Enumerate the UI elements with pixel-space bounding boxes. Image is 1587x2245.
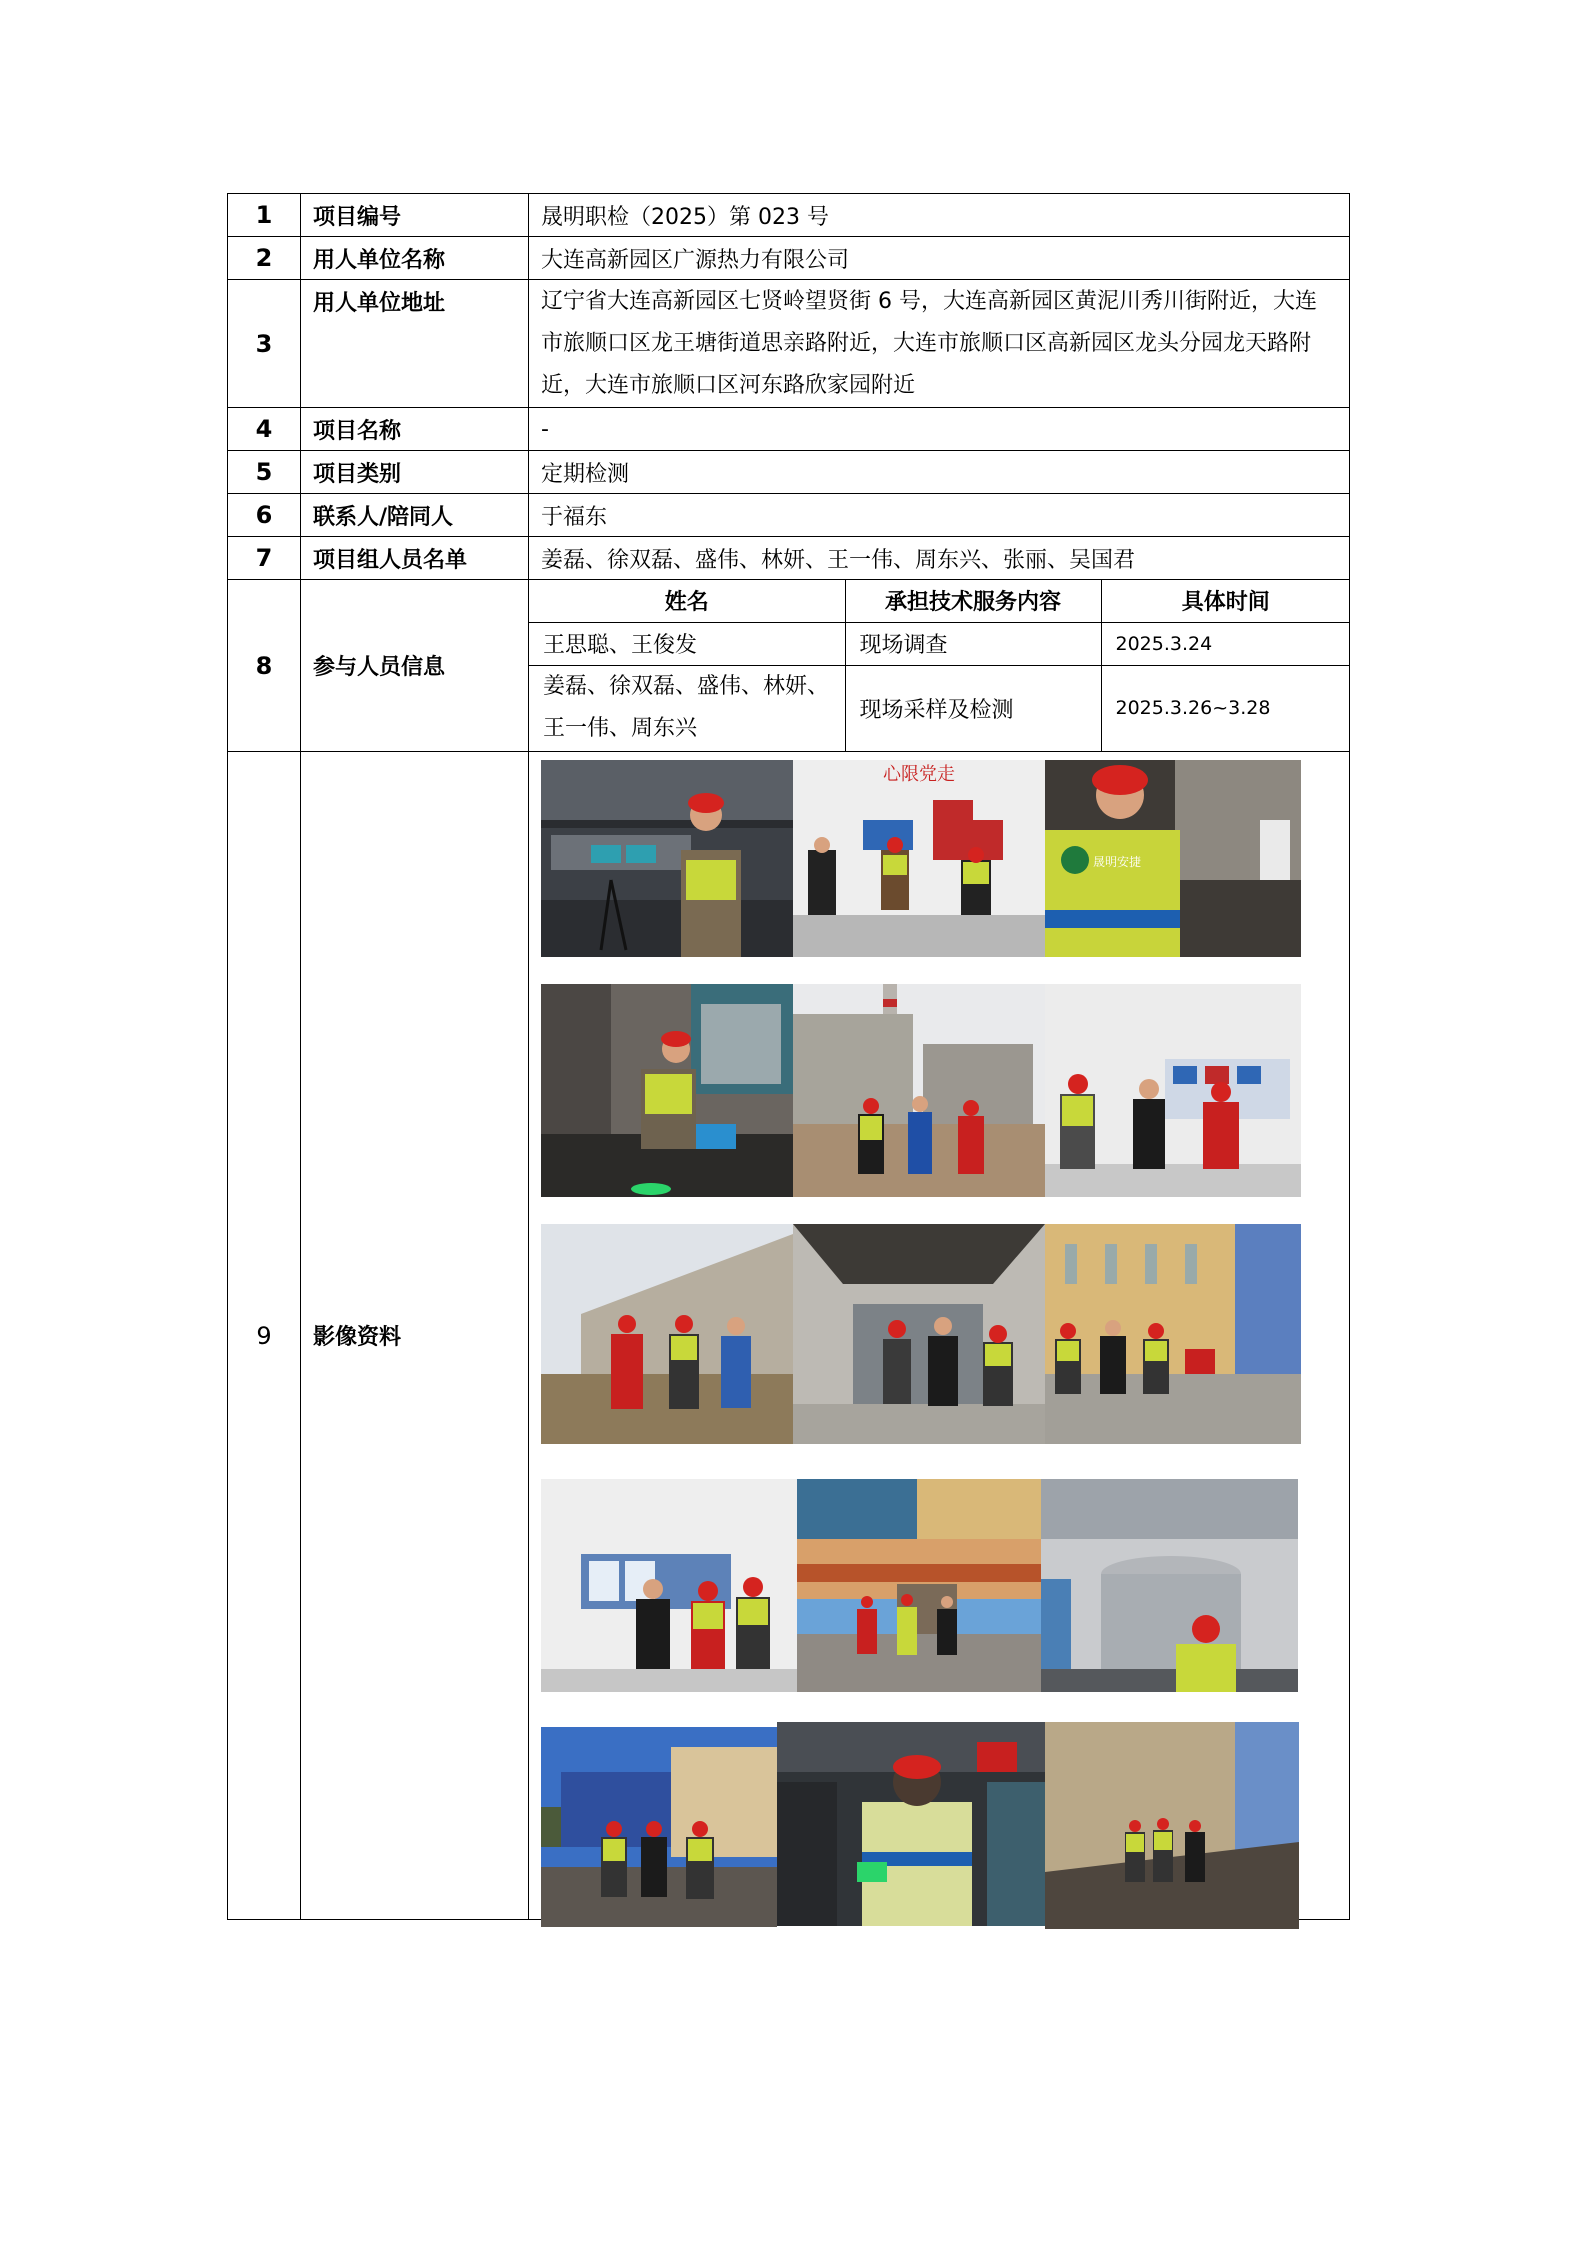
- row-number: 7: [228, 537, 301, 580]
- participants-row: [529, 665, 1350, 751]
- field-label: 联系人/陪同人: [301, 494, 529, 537]
- participants-row: [529, 622, 1350, 665]
- row-participants: [228, 580, 1350, 752]
- row-number: 8: [228, 580, 301, 752]
- site-photo: [541, 984, 793, 1197]
- field-label: 项目编号: [301, 194, 529, 237]
- employer-address-value: 辽宁省大连高新园区七贤岭望贤街 6 号，大连高新园区黄泥川秀川街附近，大连市旅顺口区龙王塘街道思亲路附近，大连市旅顺口区高新园区龙头分园龙天路附近，大连市旅顺口区河东路欣家园附近: [529, 280, 1350, 408]
- row-team-members: [228, 537, 1350, 580]
- site-photo: [541, 760, 793, 957]
- site-photo: [1045, 1722, 1299, 1929]
- site-photo: [541, 1479, 797, 1692]
- photo-gallery: [529, 752, 1350, 1920]
- vest-text: 晟明安捷: [1093, 855, 1142, 869]
- site-photo: [1045, 760, 1301, 957]
- field-label: 用人单位名称: [301, 237, 529, 280]
- field-label: 项目类别: [301, 451, 529, 494]
- field-label: 项目组人员名单: [301, 537, 529, 580]
- row-project-name: [228, 408, 1350, 451]
- site-photo: [797, 1479, 1041, 1692]
- row-number: 4: [228, 408, 301, 451]
- row-employer-address: [228, 280, 1350, 408]
- participant-time: 2025.3.26~3.28: [1115, 697, 1271, 720]
- site-photo: [793, 760, 1045, 957]
- contact-person-value: 于福东: [529, 494, 1350, 537]
- header-name: 姓名: [529, 580, 845, 622]
- banner-text: 心限党走: [883, 764, 955, 785]
- participant-time: 2025.3.24: [1101, 622, 1350, 665]
- field-label: 参与人员信息: [301, 580, 529, 752]
- participant-content: 现场调查: [845, 622, 1101, 665]
- employer-name-value: 大连高新园区广源热力有限公司: [529, 237, 1350, 280]
- participants-cell: [529, 580, 1350, 752]
- project-category-value: 定期检测: [529, 451, 1350, 494]
- row-contact-person: [228, 494, 1350, 537]
- site-photo: [1045, 984, 1301, 1197]
- site-photo: [541, 1727, 777, 1927]
- row-photo-records: [228, 752, 1350, 1920]
- project-info-table: [227, 193, 1350, 1920]
- site-photo: [793, 1224, 1045, 1444]
- participant-names: 王思聪、王俊发: [529, 622, 845, 665]
- row-number: 3: [228, 280, 301, 408]
- row-project-category: [228, 451, 1350, 494]
- project-number-value: 晟明职检（2025）第 023 号: [529, 194, 1350, 237]
- row-number: 9: [228, 752, 301, 1920]
- participant-names: 姜磊、徐双磊、盛伟、林妍、王一伟、周东兴: [529, 665, 845, 751]
- site-photo: [793, 984, 1045, 1197]
- row-employer-name: [228, 237, 1350, 280]
- participants-table: [529, 580, 1350, 751]
- site-photo: [541, 1224, 793, 1444]
- participants-header-row: [529, 580, 1350, 622]
- field-label: 影像资料: [301, 752, 529, 1920]
- site-photo: [777, 1722, 1045, 1926]
- row-number: 2: [228, 237, 301, 280]
- participant-content: 现场采样及检测: [845, 665, 1101, 751]
- row-number: 5: [228, 451, 301, 494]
- field-label: 用人单位地址: [301, 280, 529, 408]
- site-photo: [1045, 1224, 1301, 1444]
- site-photo: [1041, 1479, 1298, 1692]
- field-label: 项目名称: [301, 408, 529, 451]
- row-project-number: [228, 194, 1350, 237]
- header-content: 承担技术服务内容: [845, 580, 1101, 622]
- row-number: 1: [228, 194, 301, 237]
- header-time: 具体时间: [1101, 580, 1350, 622]
- team-members-value: 姜磊、徐双磊、盛伟、林妍、王一伟、周东兴、张丽、吴国君: [529, 537, 1350, 580]
- row-number: 6: [228, 494, 301, 537]
- project-name-value: -: [529, 408, 1350, 451]
